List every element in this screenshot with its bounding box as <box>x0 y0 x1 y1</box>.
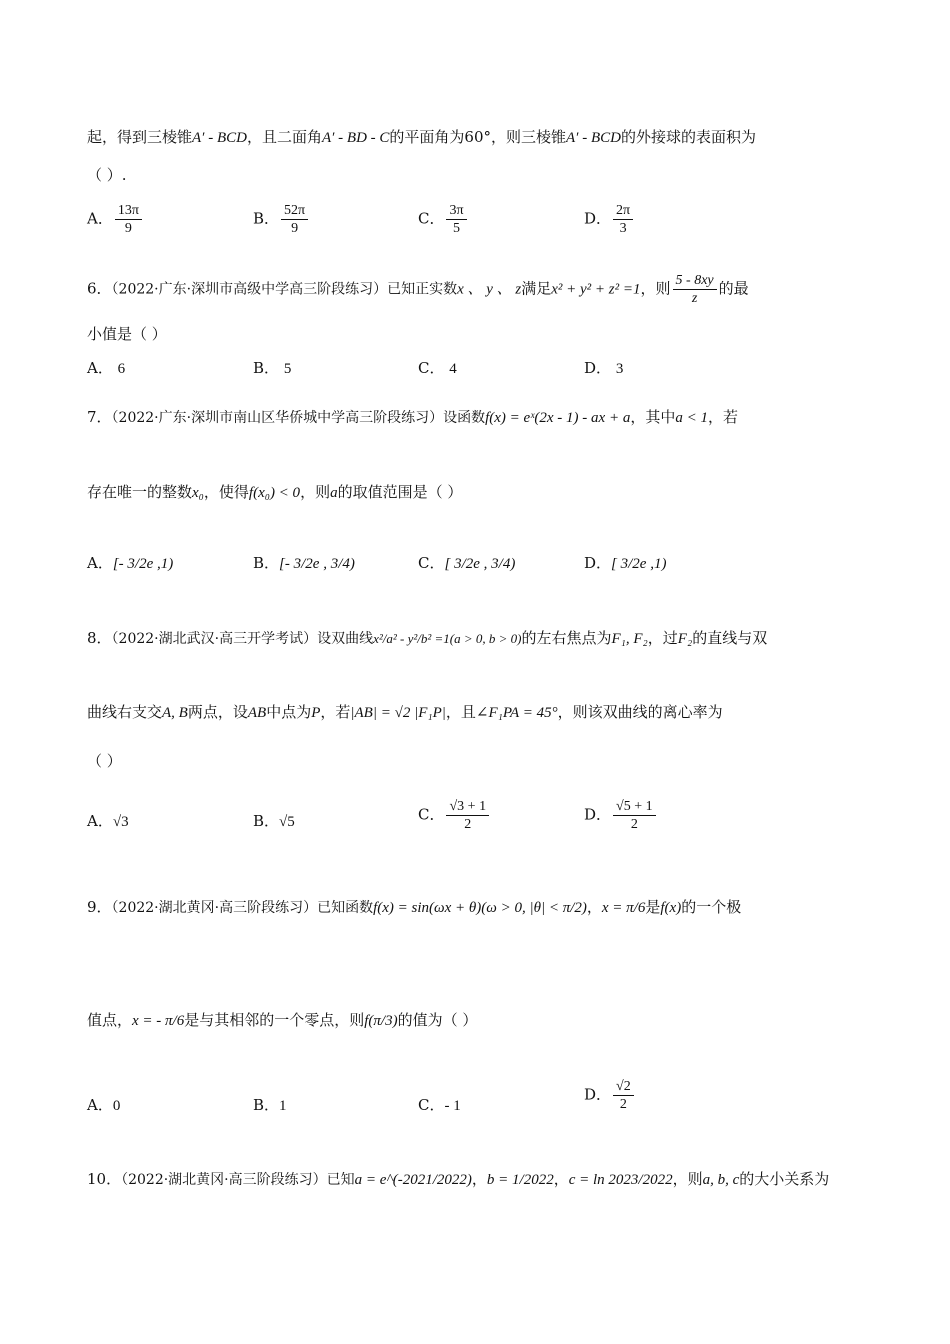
fraction: $\frac{√3 + 1}{2}$ <box>446 798 489 833</box>
q6-option-d[interactable]: D． 3 <box>584 359 624 377</box>
q9-line2: 值点，x = - π/6是与其相邻的一个零点，则f(π/3)的值为（ ） <box>87 1011 478 1029</box>
q9-option-b[interactable]: B．1 <box>253 1096 287 1114</box>
math-expr: A′ - BCD <box>192 130 247 146</box>
q7-option-c[interactable]: C．[ 3/2e , 3/4) <box>418 554 516 572</box>
q6-line1: 6．（2022·广东·深圳市高级中学高三阶段练习）已知正实数x 、 y 、 z满足x² + y² + z² =1，则 $\frac{5 - 8xy}{z}$ 的最 <box>87 273 749 306</box>
q5-option-a[interactable]: A． $\frac{13\pi}{9}$ <box>87 202 144 237</box>
q8-option-d[interactable]: D． $\frac{√5 + 1}{2}$ <box>584 798 658 833</box>
q7-option-a[interactable]: A．[- 3/2e ,1) <box>87 554 174 572</box>
q5-line1: 起，得到三棱锥A′ - BCD，且二面角A′ - BD - C的平面角为60°，则三棱锥A′ - BCD的外接球的表面积为 <box>87 128 756 146</box>
fraction: $\frac{3\pi}{5}$ <box>446 202 466 237</box>
fraction: $\frac{52\pi}{9}$ <box>281 202 308 237</box>
q5-paren: （ ）. <box>87 166 127 184</box>
q6-option-b[interactable]: B． 5 <box>253 359 292 377</box>
fraction: $\frac{2\pi}{3}$ <box>613 202 633 237</box>
fraction: $\frac{√5 + 1}{2}$ <box>613 798 656 833</box>
q8-option-b[interactable]: B．√5 <box>253 812 295 830</box>
q5-option-d[interactable]: D． $\frac{2\pi}{3}$ <box>584 202 635 237</box>
q6-line2: 小值是（ ） <box>87 325 167 343</box>
q8-option-c[interactable]: C． $\frac{√3 + 1}{2}$ <box>418 798 491 833</box>
q7-line1: 7．（2022·广东·深圳市南山区华侨城中学高三阶段练习）设函数f(x) = eˣ(2x - 1) - ax + a，其中a < 1，若 <box>87 408 738 426</box>
math-expr: A′ - BCD <box>566 130 621 146</box>
math-expr: A′ - BD - C <box>321 130 390 146</box>
q7-option-b[interactable]: B．[- 3/2e , 3/4) <box>253 554 355 572</box>
q7-option-d[interactable]: D．[ 3/2e ,1) <box>584 554 667 572</box>
q9-option-c[interactable]: C．- 1 <box>418 1096 461 1114</box>
q5-option-c[interactable]: C． $\frac{3\pi}{5}$ <box>418 202 469 237</box>
q8-paren: （ ） <box>87 752 122 770</box>
q8-option-a[interactable]: A．√3 <box>87 812 129 830</box>
q8-line2: 曲线右支交A, B两点，设AB中点为P，若|AB| = √2 |F₁P|，且∠F₁PA = 45°，则该双曲线的离心率为 <box>87 703 723 721</box>
fraction: $\frac{√2}{2}$ <box>613 1078 634 1113</box>
q9-line1: 9．（2022·湖北黄冈·高三阶段练习）已知函数f(x) = sin(ωx + θ)(ω > 0, |θ| < π/2)，x = π/6是f(x)的一个极 <box>87 898 742 916</box>
q5-option-b[interactable]: B． $\frac{52\pi}{9}$ <box>253 202 310 237</box>
q7-line2: 存在唯一的整数x₀，使得f(x₀) < 0，则a的取值范围是（ ） <box>87 483 463 501</box>
q6-option-c[interactable]: C． 4 <box>418 359 457 377</box>
q9-option-a[interactable]: A．0 <box>87 1096 121 1114</box>
q8-line1: 8．（2022·湖北武汉·高三开学考试）设双曲线x²/a² - y²/b² =1(a > 0, b > 0)的左右焦点为F₁, F₂，过F₂的直线与双 <box>87 629 768 647</box>
q9-option-d[interactable]: D． $\frac{√2}{2}$ <box>584 1078 636 1113</box>
fraction: $\frac{5 - 8xy}{z}$ <box>673 272 717 307</box>
fraction: $\frac{13\pi}{9}$ <box>115 202 142 237</box>
q10-line1: 10．（2022·湖北黄冈·高三阶段练习）已知a = e^(-2021/2022)，b = 1/2022，c = ln 2023/2022，则a, b, c的大小关系为 <box>87 1170 830 1188</box>
q6-option-a[interactable]: A． 6 <box>87 359 126 377</box>
